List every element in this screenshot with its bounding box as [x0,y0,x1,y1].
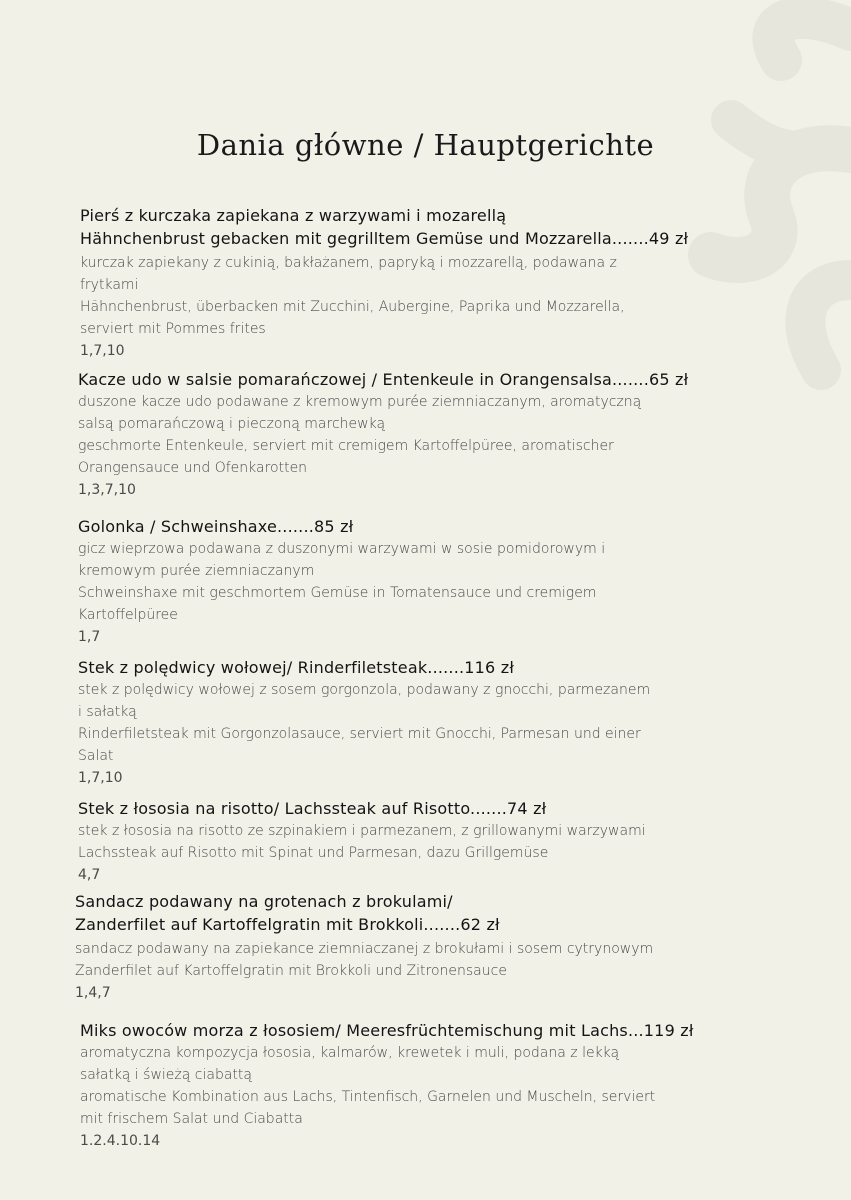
dish-description-line: geschmorte Entenkeule, serviert mit cremigem Kartoffelpüree, aromatischer [78,438,614,454]
dish-description-line: mit frischem Salat und Ciabatta [80,1111,303,1127]
dish-name-line: Sandacz podawany na grotenach z brokulami/ [75,892,453,911]
menu-item [78,797,808,886]
dish-description-line: Kartoffelpüree [78,607,178,623]
dish-description [78,538,808,626]
dish-description-line: Salat [78,748,114,764]
dish-description [78,679,808,767]
allergen-codes: 1,4,7 [75,985,111,1001]
menu-item [78,515,808,648]
allergen-codes: 1,7 [78,629,101,645]
dish-description-line: Rinderfiletsteak mit Gorgonzolasauce, serviert mit Gnocchi, Parmesan und einer [78,726,641,742]
dish-description-line: kremowym purée ziemniaczanym [78,563,315,579]
dish-description-line: aromatische Kombination aus Lachs, Tintenfisch, Garnelen und Muscheln, serviert [80,1089,656,1105]
dish-name [80,1019,810,1042]
dish-description-line: sałatką i świeżą ciabattą [80,1067,252,1083]
dish-description [75,938,805,982]
allergen-codes: 1.2.4.10.14 [80,1133,161,1149]
dish-description-line: stek z łososia na risotto ze szpinakiem i parmezanem, z grillowanymi warzywami [78,823,646,839]
dish-description [78,391,808,479]
dish-name [80,204,810,250]
dish-name-line: Golonka / Schweinshaxe.......85 zł [78,517,354,536]
menu-item [80,204,810,362]
dish-name-line: Hähnchenbrust gebacken mit gegrilltem Gemüse und Mozzarella.......49 zł [80,229,689,248]
dish-description-line: Hähnchenbrust, überbacken mit Zucchini, Aubergine, Paprika und Mozzarella, [80,299,625,315]
dish-description [78,820,808,864]
dish-name [78,515,808,538]
dish-description-line: i sałatką [78,704,137,720]
menu-item [75,890,805,1004]
dish-name [78,797,808,820]
dish-description-line: frytkami [80,277,139,293]
menu-item [78,656,808,789]
dish-description-line: Zanderfilet auf Kartoffelgratin mit Brokkoli und Zitronensauce [75,963,507,979]
dish-description-line: gicz wieprzowa podawana z duszonymi warzywami w sosie pomidorowym i [78,541,606,557]
dish-description-line: sandacz podawany na zapiekance ziemniaczanej z brokułami i sosem cytrynowym [75,941,654,957]
dish-description-line: serviert mit Pommes frites [80,321,266,337]
dish-description-line: Orangensauce und Ofenkarotten [78,460,308,476]
allergen-codes: 1,3,7,10 [78,482,136,498]
menu-item [80,1019,810,1152]
page-title: Dania główne / Hauptgerichte [196,128,655,162]
dish-name-line: Pierś z kurczaka zapiekana z warzywami i mozarellą [80,206,507,225]
dish-description-line: Lachssteak auf Risotto mit Spinat und Parmesan, dazu Grillgemüse [78,845,549,861]
dish-name [78,656,808,679]
dish-name-line: Zanderfilet auf Kartoffelgratin mit Brokkoli.......62 zł [75,915,500,934]
dish-description-line: duszone kacze udo podawane z kremowym purée ziemniaczanym, aromatyczną [78,394,642,410]
dish-description-line: aromatyczna kompozycja łososia, kalmarów, krewetek i muli, podana z lekką [80,1045,620,1061]
dish-name-line: Miks owoców morza z łososiem/ Meeresfrüchtemischung mit Lachs...119 zł [80,1021,694,1040]
dish-description [80,252,810,340]
dish-name [78,368,808,391]
dish-description-line: stek z polędwicy wołowej z sosem gorgonzola, podawany z gnocchi, parmezanem [78,682,651,698]
dish-description [80,1042,810,1130]
dish-name-line: Stek z łososia na risotto/ Lachssteak auf Risotto.......74 zł [78,799,547,818]
dish-description-line: kurczak zapiekany z cukinią, bakłażanem, papryką i mozzarellą, podawana z [80,255,617,271]
dish-description-line: Schweinshaxe mit geschmortem Gemüse in Tomatensauce und cremigem [78,585,597,601]
dish-name [75,890,805,936]
allergen-codes: 1,7,10 [80,343,125,359]
menu-item [78,368,808,501]
allergen-codes: 1,7,10 [78,770,123,786]
allergen-codes: 4,7 [78,867,101,883]
dish-description-line: salsą pomarańczową i pieczoną marchewką [78,416,386,432]
dish-name-line: Kacze udo w salsie pomarańczowej / Entenkeule in Orangensalsa.......65 zł [78,370,689,389]
dish-name-line: Stek z polędwicy wołowej/ Rinderfiletsteak.......116 zł [78,658,515,677]
